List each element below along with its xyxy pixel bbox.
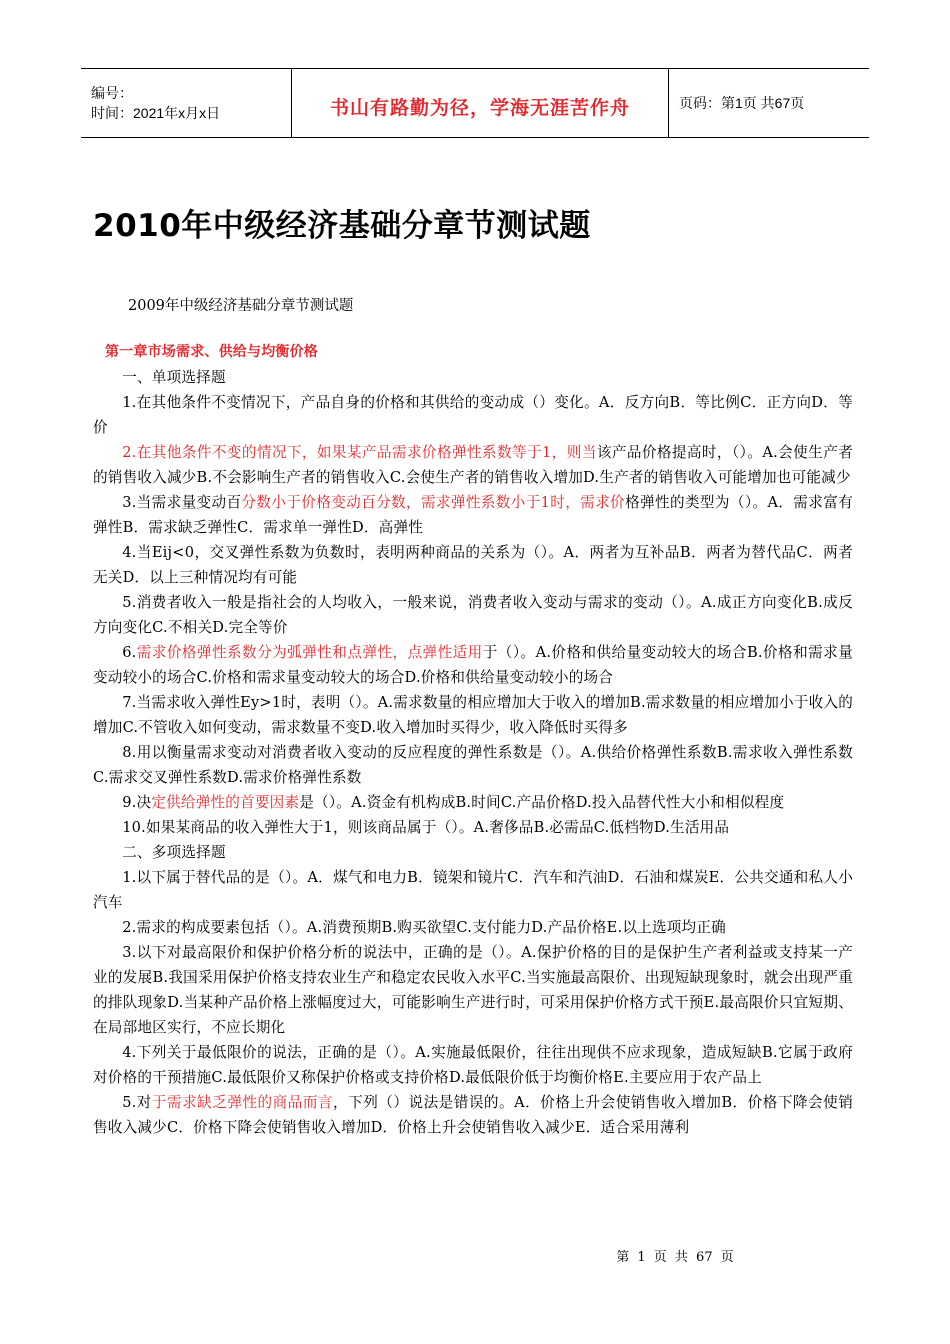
- question-single-3: [93, 490, 853, 540]
- question-multi-1: 1.以下属于替代品的是（）。A．煤气和电力B．镜架和镜片C．汽车和汽油D．石油和煤炭E．公共交通和私人小汽车: [93, 869, 853, 911]
- question-text: 9.决: [122, 794, 152, 811]
- question-single-7: 7.当需求收入弹性Ey>1时，表明（）。A.需求数量的相应增加大于收入的增加B.需求数量的相应增加小于收入的增加C.不管收入如何变动，需求数量不变D.收入增加时买得少，收入降低时买得多: [93, 694, 853, 736]
- header-motto-cell: [291, 69, 669, 137]
- highlight-text: 2.在其他条件不变的情况下，如果某产品需求价格弹性系数等于1，则当: [122, 444, 597, 461]
- question-single-5: 5.消费者收入一般是指社会的人均收入，一般来说，消费者收入变动与需求的变动（）。A.成正方向变化B.成反方向变化C.不相关D.完全等价: [93, 594, 853, 636]
- question-single-8: 8.用以衡量需求变动对消费者收入变动的反应程度的弹性系数是（）。A.供给价格弹性系数B.需求收入弹性系数C.需求交叉弹性系数D.需求价格弹性系数: [93, 744, 853, 786]
- question-text: 6.: [122, 644, 137, 661]
- highlight-text: 定供给弹性的首要因素: [151, 794, 300, 811]
- document-body: [93, 340, 853, 1140]
- footer-page-number: 第 1 页 共 67 页: [616, 1250, 734, 1265]
- section-heading-multi: 二、多项选择题: [122, 844, 226, 861]
- page-header: [81, 68, 869, 138]
- page-footer: [0, 1246, 950, 1265]
- section-heading-single: 一、单项选择题: [122, 369, 226, 386]
- document-subtitle: 2009年中级经济基础分章节测试题: [128, 298, 354, 314]
- document-title: 2010年中级经济基础分章节测试题: [93, 208, 591, 244]
- highlight-text: 于需求缺乏弹性的商品而言: [151, 1094, 334, 1111]
- header-page-code: 页码：第1页 共67页: [679, 95, 805, 111]
- question-single-6: [93, 640, 853, 690]
- question-multi-5: [93, 1090, 853, 1140]
- question-single-10: 10.如果某商品的收入弹性大于1，则该商品属于（）。A.奢侈品B.必需品C.低档物D.生活用品: [122, 819, 730, 836]
- question-single-1: 1.在其他条件不变情况下，产品自身的价格和其供给的变动成（）变化。A．反方向B．等比例C．正方向D．等价: [93, 394, 853, 436]
- number-label: 编号：: [91, 85, 133, 101]
- header-motto: 书山有路勤为径，学海无涯苦作舟: [329, 97, 630, 119]
- question-single-4: 4.当Eij<0，交叉弹性系数为负数时，表明两种商品的关系为（）。A．两者为互补品B．两者为替代品C．两者无关D．以上三种情况均有可能: [93, 544, 853, 586]
- time-label: 时间：2021年x月x日: [91, 105, 221, 121]
- question-text: 是（）。A.资金有机构成B.时间C.产品价格D.投入品替代性大小和相似程度: [299, 794, 785, 811]
- question-text: 3.当需求量变动百: [122, 494, 242, 511]
- header-page-code-cell: [669, 69, 804, 137]
- question-multi-4: 4.下列关于最低限价的说法，正确的是（）。A.实施最低限价，往往出现供不应求现象，造成短缺B.它属于政府对价格的干预措施C.最低限价又称保护价格或支持价格D.最低限价低于均衡价格E.主要应用于农产品上: [93, 1044, 853, 1086]
- highlight-text: 分数小于价格变动百分数，需求弹性系数小于1时，需求价: [241, 494, 626, 511]
- question-multi-3: 3.以下对最高限价和保护价格分析的说法中，正确的是（）。A.保护价格的目的是保护生产者利益或支持某一产业的发展B.我国采用保护价格支持农业生产和稳定农民收入水平C.当实施最高限价、出现短缺现象时，就会出现严重的排队现象D.当某种产品价格上涨幅度过大，可能影响生产进行时，可采用保护价格方式干预E.最高限价只宜短期、在局部地区实行，不应长期化: [93, 944, 853, 1036]
- chapter-heading: 第一章市场需求、供给与均衡价格: [105, 344, 318, 360]
- question-multi-2: 2.需求的构成要素包括（）。A.消费预期B.购买欲望C.支付能力D.产品价格E.以上选项均正确: [122, 919, 726, 936]
- question-text: 于（）。A.价格和供给量变动较大的场合B.价格和需求量变动较小的场合C.价格和需求量变动较大的场合D.价格和供给量变动较小的场合: [93, 644, 853, 686]
- question-text: 该产品价格提高时，（）。A.会使生产者的销售收入减少B.不会影响生产者的销售收入C.会使生产者的销售收入增加D.生产者的销售收入可能增加也可能减少: [93, 444, 853, 486]
- question-text: ，下列（）说法是错误的。A．价格上升会使销售收入增加B．价格下降会使销售收入减少C．价格下降会使销售收入增加D．价格上升会使销售收入减少E．适合采用薄利: [93, 1094, 853, 1136]
- question-text: 格弹性的类型为（）。A．需求富有弹性B．需求缺乏弹性C．需求单一弹性D．高弹性: [93, 494, 853, 536]
- question-text: 5.对: [122, 1094, 152, 1111]
- question-single-2: [93, 440, 853, 490]
- header-meta: [81, 69, 291, 137]
- highlight-text: 需求价格弹性系数分为弧弹性和点弹性，点弹性适用: [136, 644, 483, 661]
- question-single-9: [93, 790, 853, 815]
